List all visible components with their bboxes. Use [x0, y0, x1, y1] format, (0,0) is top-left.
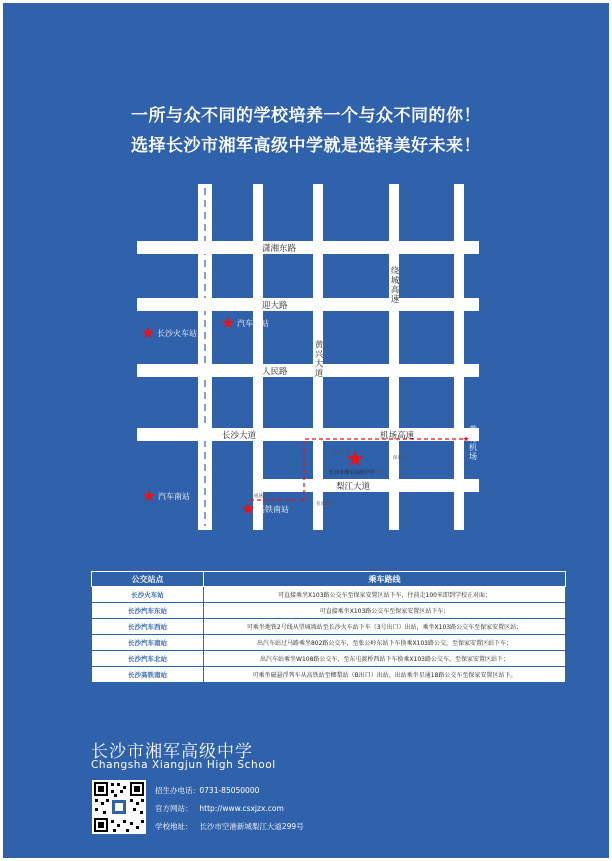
- road-lijiang-dadao: [262, 479, 479, 492]
- road-v2: [253, 184, 263, 530]
- red-star-icon: [242, 503, 254, 515]
- slogan-line-1: 一所与众不同的学校培养一个与众不同的你！: [131, 106, 481, 126]
- station-cell: 长沙汽车北站: [92, 651, 204, 667]
- label-renmin: 人民路: [262, 367, 288, 377]
- slogan-line-2: 选择长沙市湘军高级中学就是选择美好未来！: [131, 136, 481, 156]
- school-label: 长沙市湘军高级中学: [329, 470, 375, 476]
- table-row: [92, 667, 566, 683]
- contact-website: [155, 803, 284, 814]
- red-star-icon: [142, 327, 154, 339]
- station-cell: 长沙高铁南站: [92, 667, 204, 683]
- road-raocheng-gaosu: [389, 184, 399, 530]
- road-v5: [454, 184, 464, 530]
- route-cell: 可直接乘坐X103路公交车至保家安置区站下车；: [204, 603, 566, 619]
- road-xiaoxiang-east: [137, 241, 479, 254]
- small-label-xincheng: 新城: [372, 470, 381, 475]
- school-name-cn: 长沙市湘军高级中学: [91, 742, 253, 762]
- red-star-icon: [143, 490, 155, 502]
- road-renmin: [137, 364, 479, 377]
- red-star-icon: [222, 317, 234, 329]
- contact-address: [155, 821, 304, 832]
- label-huangxing-dadao: 黄兴大道: [313, 340, 323, 378]
- school-name-en: Changsha Xiangjun High School: [91, 759, 276, 771]
- station-bus-east: 汽车东站: [237, 319, 269, 328]
- station-bus-south: 汽车南站: [158, 492, 190, 501]
- station-cell: 长沙火车站: [92, 587, 204, 603]
- table-row: [92, 619, 566, 635]
- station-cell: 长沙汽车西站: [92, 619, 204, 635]
- contact-value: http://www.csxjzx.com: [199, 804, 284, 813]
- small-label-puer: 普洱新路: [316, 502, 334, 507]
- table-row: [92, 587, 566, 603]
- label-xiaoxiang-east: 潇湘东路: [262, 244, 297, 254]
- station-changsha-railway: 长沙火车站: [157, 329, 197, 338]
- route-cell: 出汽车站乘坐W108路公交车，至东屯渡桥西站下车换乘X103路公交车，至保家安置区站下；: [204, 651, 566, 667]
- contact-label: 官方网站：: [155, 804, 193, 813]
- station-cell: 长沙汽车东站: [92, 603, 204, 619]
- route-cell: 可乘坐地铁2号线从望城坡站至长沙火车站下车（3号出口）出站，乘坐X103路公交车至保家安置区站；: [204, 619, 566, 635]
- contact-value: 0731-85050000: [199, 786, 260, 795]
- road-yingda: [137, 298, 479, 311]
- route-cell: 出汽车站过马路乘坐802路公交车，至张公岭东站下车换乘X103路公交，至保家安置区站下车；: [204, 635, 566, 651]
- contact-label: 学校地址：: [155, 822, 193, 831]
- table-row: [92, 651, 566, 667]
- route-cell: 可直接乘坐X103路公交车至保家安置区站下车，往前走100米即到学校正对面；: [204, 587, 566, 603]
- qr-code-icon: [92, 780, 146, 834]
- station-hsr-south: 高铁南站: [257, 505, 289, 514]
- table-row: [92, 635, 566, 651]
- header-station: 公交站点: [92, 572, 204, 587]
- small-label-huangxing: 黄兴大道: [332, 451, 350, 456]
- small-label-baoli: 保利东郡: [393, 456, 411, 461]
- station-cell: 长沙汽车南站: [92, 635, 204, 651]
- station-airport: 黄花机场: [468, 425, 478, 461]
- label-lijiang-dadao: 梨江大道: [336, 482, 371, 492]
- header-route: 乘车路线: [204, 572, 566, 587]
- contact-phone: [155, 785, 259, 796]
- table-header-row: [92, 572, 566, 587]
- label-raocheng-gaosu: 绕城高速: [389, 266, 399, 304]
- contact-label: 招生办电话：: [155, 786, 200, 795]
- table-row: [92, 603, 566, 619]
- small-label-maglev: 磁悬浮: [254, 494, 268, 499]
- route-cell: 可乘坐磁悬浮列车从高铁站至榔梨站（B出口）出站，出站乘坐星通18路公交车至保家安置区站下。: [204, 667, 566, 683]
- contact-value: 长沙市空港新城梨江大道299号: [199, 822, 304, 831]
- label-jichang-gaosu: 机场高速: [380, 431, 415, 441]
- label-changsha-dadao: 长沙大道: [222, 431, 257, 441]
- label-yingda: 迎大路: [262, 301, 288, 311]
- bus-routes-table: [91, 571, 566, 683]
